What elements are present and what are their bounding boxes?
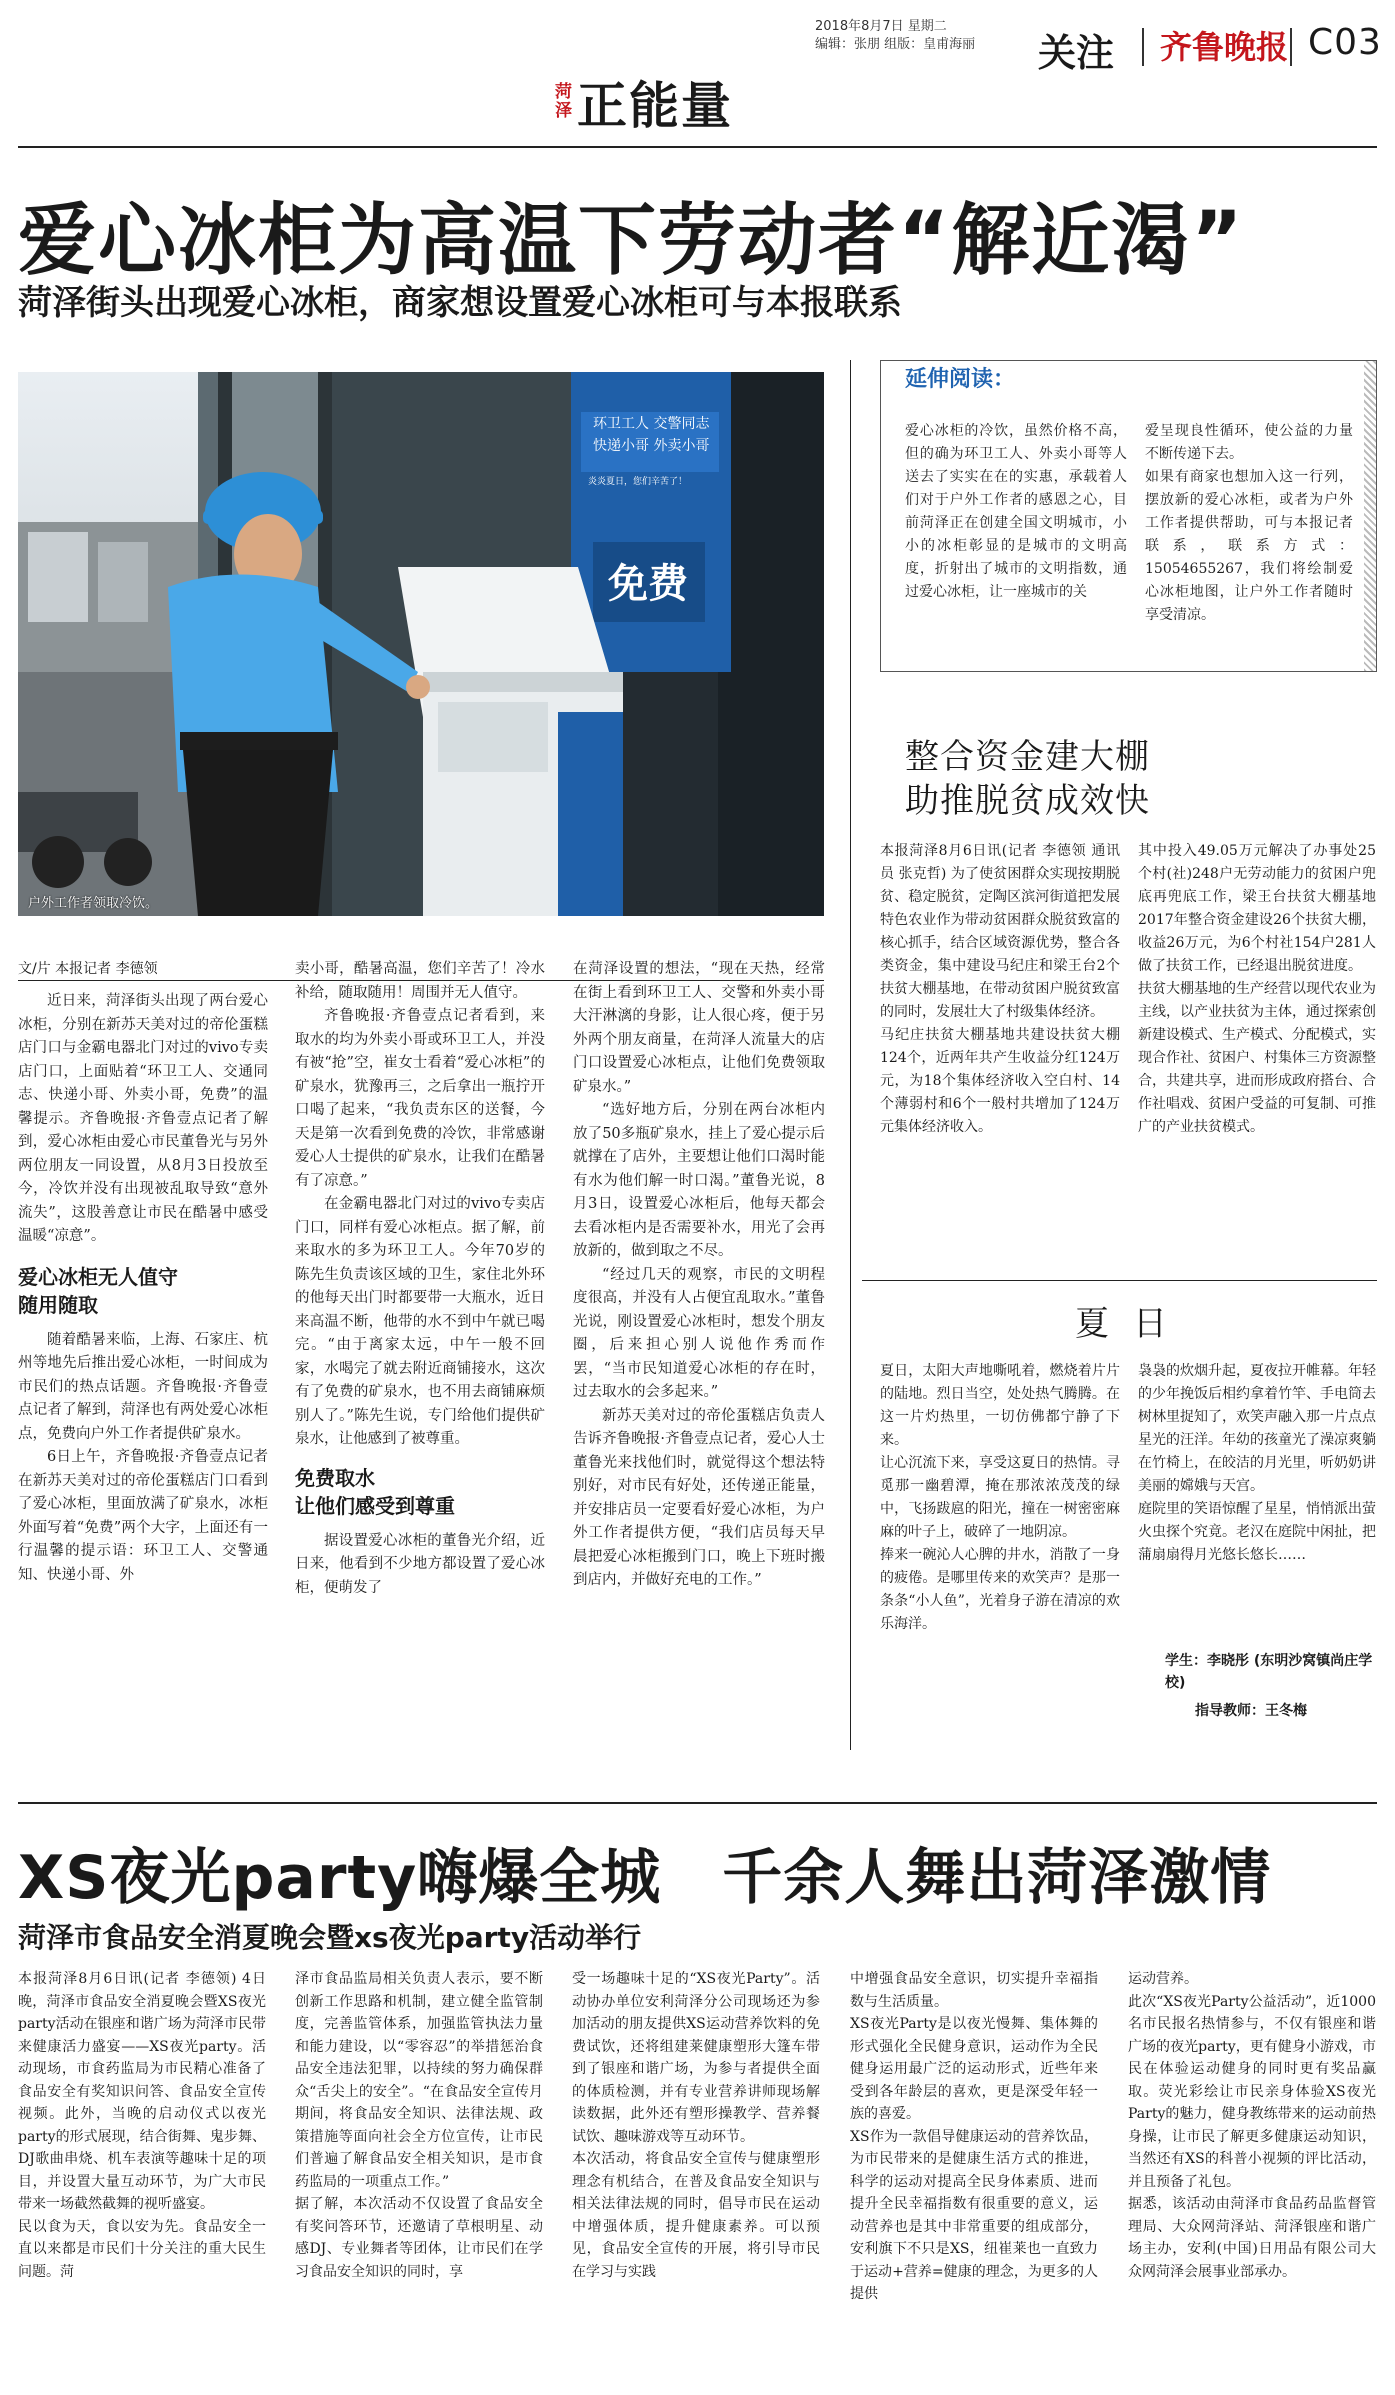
photo-caption: 户外工作者领取冷饮。 (28, 896, 159, 911)
party-column-1: 本报菏泽8月6日讯(记者 李德领) 4日晚，菏泽市食品安全消夏晚会暨XS夜光party活动在银座和谐广场为菏泽市民带来健康活力盛宴——XS夜光party。活动现场，市食药监局为市民精心准备了食品安全有奖知识问答、食品安全宣传视频。此外，当晚的启动仪式以夜光party的形式展现，结合街舞、鬼步舞、DJ歌曲串烧、机车表演等趣味十足的项目，并设置大量互动环节，为广大市民带来一场截然截舞的视听盛宴。 民以食为天，食以安为先。食品安全一直以来都是市民们十分关注的重大民生问题。菏 (18, 1971, 266, 2280)
sign-free: 免费 (608, 561, 688, 607)
brand-logo: 齐鲁晚报 (1160, 28, 1289, 66)
lead-column-2: 卖小哥，酷暑高温，您们辛苦了！冷水补给，随取随用！周围并无人值守。 齐鲁晚报·齐鲁壹点记者看到，来取水的均为外卖小哥或环卫工人，并没有被“抢”空，崔女士看着“爱心冰柜”的矿泉水，犹豫再三，之后拿出一瓶拧开口喝了起来，“我负责东区的送餐，今天是第一次看到免费的冷饮，非常感谢爱心人士提供的矿泉水，让我们在酷暑有了凉意。” 在金霸电器北门对过的vivo专卖店门口，同样有爱心冰柜点。据了解，前来取水的多为环卫工人。今年70岁的陈先生负责该区域的卫生，家住北外环的他每天出门时都要带一大瓶水，近日来高温不断，他带的水不到中午就已喝完。“由于离家太远，中午一般不回家，水喝完了就去附近商铺接水，这次有了免费的矿泉水，也不用去商铺麻烦别人了。”陈先生说，专门给他们提供矿泉水，让他感到了被尊重。 免费取水 让他们感受到尊重 据设置爱心冰柜的董鲁光介绍，近日来，他看到不少地方都设置了爱心冰柜，便萌发了 (295, 961, 545, 1596)
masthead-divider (1290, 28, 1292, 66)
page-number: C03 (1308, 22, 1382, 63)
poverty-column-1: 本报菏泽8月6日讯(记者 李德领 通讯员 张克哲) 为了使贫困群众实现按期脱贫、稳定脱贫，定陶区滨河街道把发展特色农业作为带动贫困群众脱贫致富的核心抓手，结合区域资源优势，整合各类资金，集中建设马纪庄和梁王台2个扶贫大棚基地，在带动贫困户脱贫致富的同时，发展壮大了村级集体经济。 马纪庄扶贫大棚基地共建设扶贫大棚124个，近两年共产生收益分红124万元，为18个集体经济收入空白村、14个薄弱村和6个一般村共增加了124万元集体经济收入。 (880, 843, 1120, 1135)
section-rule (18, 1802, 1377, 1804)
sign-line2: 快递小哥 外卖小哥 (593, 438, 710, 454)
section-tag: 关注 (1038, 31, 1115, 75)
lead-column-1: 近日来，菏泽街头出现了两台爱心冰柜，分别在新苏天美对过的帝伦蛋糕店门口与金霸电器北门对过的vivo专卖店门口，上面贴着“环卫工人、交通同志、快递小哥、外卖小哥，免费”的温馨提示。齐鲁晚报·齐鲁壹点记者了解到，爱心冰柜由爱心市民董鲁光与另外两位朋友一同设置，从8月3日投放至今，冷饮并没有出现被乱取导致“意外流失”，这股善意让市民在酷暑中感受温暖“凉意”。 爱心冰柜无人值守 随用随取 随着酷暑来临，上海、石家庄、杭州等地先后推出爱心冰柜，一时间成为市民们的热点话题。齐鲁晚报·齐鲁壹点记者了解到，菏泽也有两处爱心冰柜点，免费向户外工作者提供矿泉水。 6日上午，齐鲁晚报·齐鲁壹点记者在新苏天美对过的帝伦蛋糕店门口看到了爱心冰柜，里面放满了矿泉水，冰柜外面写着“免费”两个大字，上面还有一行温馨的提示语：环卫工人、交警通知、快递小哥、外 (18, 993, 268, 1583)
column-prefix: 菏泽 (555, 82, 572, 121)
extension-column-2: 爱呈现良性循环，使公益的力量不断传递下去。 如果有商家也想加入这一行列，摆放新的爱心冰柜，或者为户外工作者提供帮助，可与本报记者联系，联系方式：15054655267，我们将绘制爱心冰柜地图，让户外工作者随时享受清凉。 (1145, 423, 1353, 623)
column-name: 正能量 (577, 77, 733, 135)
lead-photo (18, 372, 824, 916)
sign-line1: 环卫工人 交警同志 (593, 416, 710, 432)
poem-column-1: 夏日，太阳大声地嘶吼着，燃烧着片片的陆地。烈日当空，处处热气腾腾。在这一片灼热里，一切仿佛都宁静了下来。 让心沉流下来，享受这夏日的热情。寻觅那一幽碧潭，掩在那浓浓茂茂的绿中，飞扬跋扈的阳光，撞在一树密密麻麻的叶子上，破碎了一地阴凉。 捧来一碗沁人心脾的井水，消散了一身的疲倦。是哪里传来的欢笑声？是那一条条“小人鱼”，光着身子游在清凉的欢乐海洋。 (880, 1363, 1120, 1632)
extension-column-1: 爱心冰柜的冷饮，虽然价格不高，但的确为环卫工人、外卖小哥等人送去了实实在在的实惠，承载着人们对于户外工作者的感恩之心，目前菏泽正在创建全国文明城市，小小的冰柜彰显的是城市的文明高度，折射出了城市的文明指数，通过爱心冰柜，让一座城市的关 (905, 423, 1127, 600)
poverty-headline: 整合资金建大棚 助推脱贫成效快 (905, 737, 1150, 821)
lead-subhead-1: 爱心冰柜无人值守 随用随取 (18, 1264, 178, 1317)
party-headline: XS夜光party嗨爆全城 千余人舞出菏泽激情 (18, 1843, 1272, 1913)
column-logo (555, 66, 733, 138)
poem-title: 夏日 (1075, 1304, 1191, 1344)
lead-photo-illustration (18, 372, 824, 916)
date-line: 2018年8月7日 星期二 (815, 19, 947, 34)
lead-byline: 文/片 本报记者 李德领 (18, 961, 158, 977)
lead-subhead-2: 免费取水 让他们感受到尊重 (295, 1465, 455, 1518)
masthead-divider (1142, 28, 1144, 66)
poverty-column-2: 其中投入49.05万元解决了办事处25个村(社)248户无劳动能力的贫困户兜底再兜底工作，梁王台扶贫大棚基地2017年整合资金建设26个扶贫大棚，收益26万元，为6个村社154户281人做了扶贫工作，已经退出脱贫进度。 扶贫大棚基地的生产经营以现代农业为主线，以产业扶贫为主体，通过探索创新建设模式、生产模式、分配模式，实现合作社、贫困户、村集体三方资源整合，共建共享，进而形成政府搭台、合作社唱戏、贫困户受益的可复制、可推广的产业扶贫模式。 (1138, 843, 1376, 1135)
extension-title: 延伸阅读： (905, 367, 1016, 392)
editor-line: 编辑：张朋 组版：皇甫海丽 (815, 37, 976, 52)
sign-line3: 炎炎夏日，您们辛苦了！ (588, 477, 688, 487)
lead-subheadline: 菏泽街头出现爱心冰柜，商家想设置爱心冰柜可与本报联系 (18, 283, 902, 323)
column-divider (850, 360, 851, 1750)
poem-column-2: 袅袅的炊烟升起，夏夜拉开帷幕。年轻的少年挽饭后相约拿着竹竿、手电筒去树林里捉知了，欢笑声融入那一片点点星光的汪洋。年幼的孩童光了澡凉爽躺在竹椅上，在皎洁的月光里，听奶奶讲美丽的嫦娥与天宫。 庭院里的笑语惊醒了星星，悄悄派出萤火虫探个究竟。老汉在庭院中闲扯，把蒲扇扇得月光悠长悠长…… (1138, 1363, 1376, 1563)
poem-rule (862, 1280, 1377, 1281)
masthead-meta (815, 18, 975, 54)
masthead-rule (18, 146, 1377, 148)
poem-teacher: 指导教师：王冬梅 (1195, 1703, 1307, 1719)
poem-author: 学生：李晓彤 (东明沙窝镇尚庄学校) (1165, 1653, 1373, 1691)
party-column-4: 中增强食品安全意识，切实提升幸福指数与生活质量。 XS夜光Party是以夜光慢舞、集体舞的形式强化全民健身意识，运动作为全民健身运用最广泛的运动形式，近些年来受到各年龄层的喜欢，更是深受年轻一族的喜爱。 XS作为一款倡导健康运动的营养饮品，为市民带来的是健康生活方式的推进，科学的运动对提高全民身体素质、进而提升全民幸福指数有很重要的意义，运动营养也是其中非常重要的组成部分，安利旗下不只是XS，纽崔莱也一直致力于运动+营养=健康的理念，为更多的人提供 (850, 1971, 1098, 2302)
party-column-2: 泽市食品监局相关负责人表示，要不断创新工作思路和机制，建立健全监管制度，完善监管体系，加强监管执法力量和能力建设，以“零容忍”的举措惩治食品安全违法犯罪，以持续的努力确保群众“舌尖上的安全”。“在食品安全宣传月期间，将食品安全知识、法律法规、政策措施等面向社会全方位宣传，让市民们普遍了解食品安全相关知识，是市食药监局的一项重点工作。” 据了解，本次活动不仅设置了食品安全有奖问答环节，还邀请了草根明星、动感DJ、专业舞者等团体，让市民们在学习食品安全知识的同时，享 (295, 1971, 543, 2280)
party-column-3: 受一场趣味十足的“XS夜光Party”。活动协办单位安利菏泽分公司现场还为参加活动的朋友提供XS运动营养饮料的免费试饮，还将组建莱健康塑形大篷车带到了银座和谐广场，为参与者提供全面的体质检测，并有专业营养讲师现场解读数据，此外还有塑形操教学、营养餐试饮、趣味游戏等互动环节。 本次活动，将食品安全宣传与健康塑形理念有机结合，在普及食品安全知识与相关法律法规的同时，倡导市民在运动中增强体质，提升健康素养。可以预见，食品安全宣传的开展，将引导市民在学习与实践 (572, 1971, 820, 2280)
party-column-5: 运动营养。 此次“XS夜光Party公益活动”，近1000名市民报名热情参与，不仅有银座和谐广场的夜光party，更有健身小游戏，市民在体验运动健身的同时更有奖品赢取。荧光彩绘让市民亲身体验XS夜光Party的魅力，健身教练带来的运动前热身操，让市民了解更多健康运动知识，当然还有XS的科普小视频的评比活动，并且预备了礼包。 据悉，该活动由菏泽市食品药品监督管理局、大众网菏泽站、菏泽银座和谐广场主办，安利(中国)日用品有限公司大众网菏泽会展事业部承办。 (1128, 1971, 1376, 2280)
party-subheadline: 菏泽市食品安全消夏晚会暨xs夜光party活动举行 (18, 1921, 642, 1954)
lead-column-3: 在菏泽设置的想法，“现在天热，经常在街上看到环卫工人、交警和外卖小哥大汗淋漓的身影，让人很心疼，便于另外两个朋友商量，在菏泽人流量大的店门口设置爱心冰柜点，让他们免费领取矿泉水。” “选好地方后，分别在两台冰柜内放了50多瓶矿泉水，挂上了爱心提示后就撑在了店外，主要想让他们口渴时能有水为他们解一时口渴。”董鲁光说，8月3日，设置爱心冰柜后，他每天都会去看冰柜内是否需要补水，用光了会再放新的，做到取之不尽。 “经过几天的观察，市民的文明程度很高，并没有人占便宜乱取水。”董鲁光说，刚设置爱心冰柜时，想发个朋友圈，后来担心别人说他作秀而作罢，“当市民知道爱心冰柜的存在时，过去取水的会多起来。” 新苏天美对过的帝伦蛋糕店负责人告诉齐鲁晚报·齐鲁壹点记者，爱心人士董鲁光来找他们时，就觉得这个想法特别好，对市民有好处，还传递正能量，并安排店员一定要看好爱心冰柜，为户外工作者提供方便，“我们店员每天早晨把爱心冰柜搬到门口，晚上下班时搬到店内，并做好充电的工作。” (573, 961, 825, 1588)
lead-headline: 爱心冰柜为高温下劳动者“解近渴” (18, 196, 1245, 286)
